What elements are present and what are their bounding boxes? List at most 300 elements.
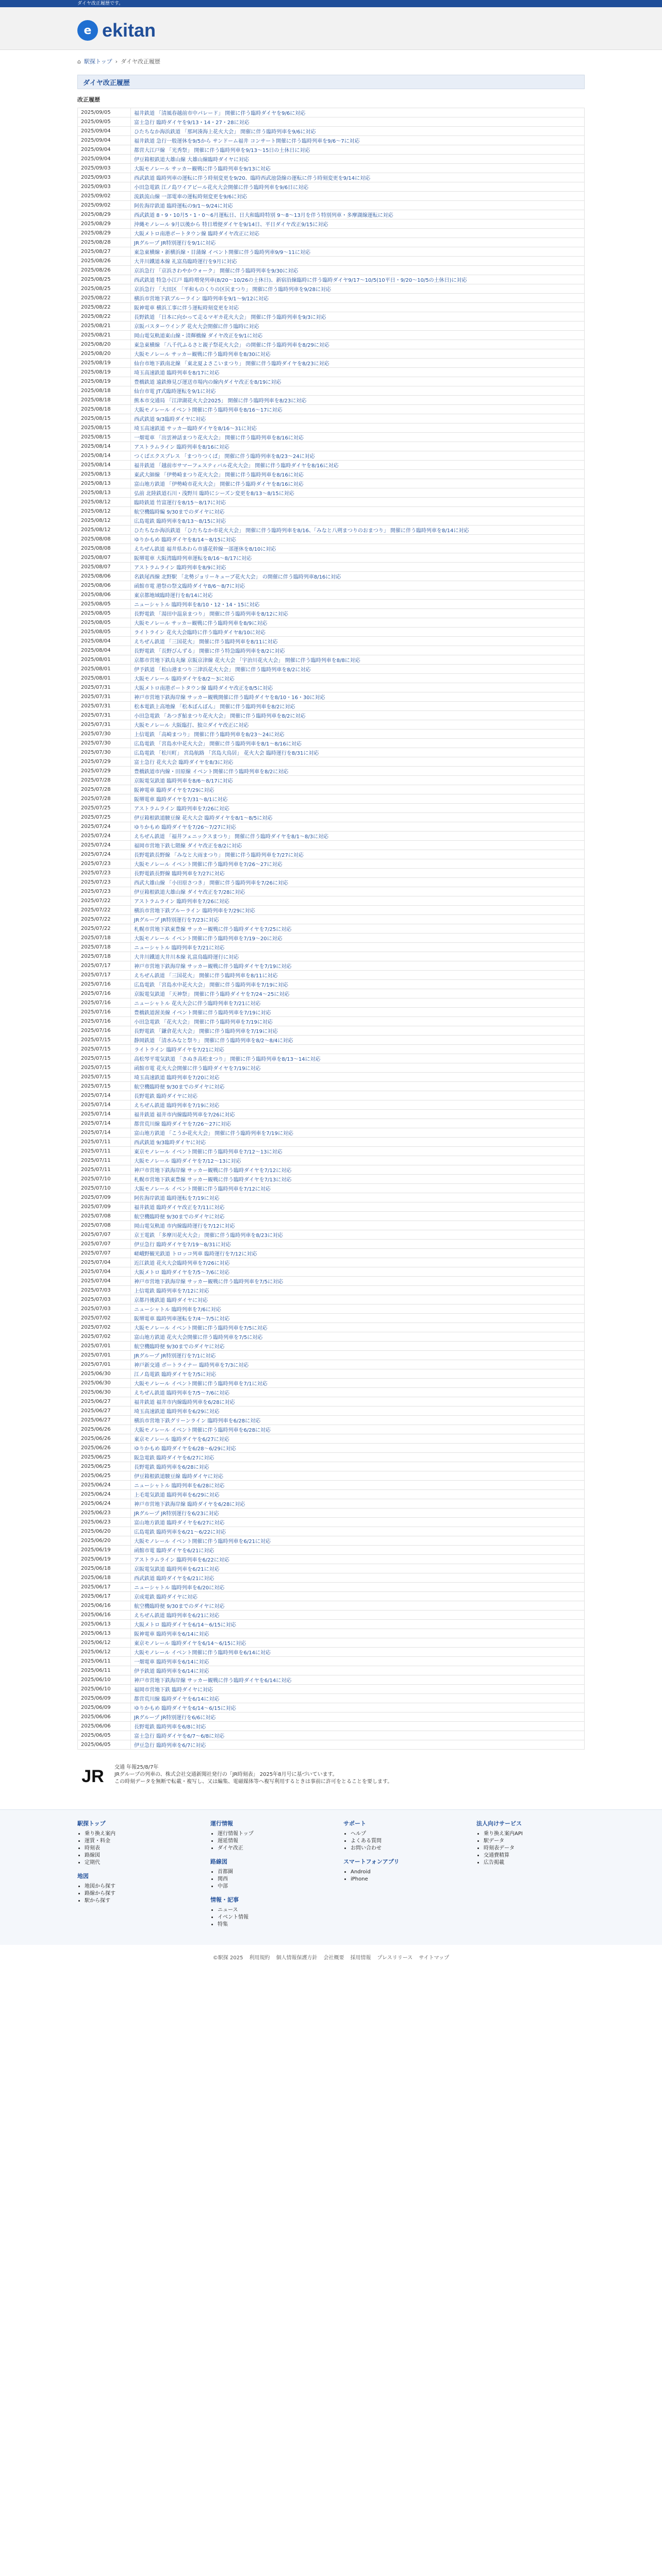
history-link[interactable]: 東武大師線 「伊勢崎まつり花火大会」 開催に伴う臨時列車を8/16に対応 — [134, 472, 304, 478]
footer-column — [77, 1819, 186, 1934]
history-text-cell — [131, 869, 585, 878]
history-text-cell — [131, 145, 585, 155]
history-date: 2025/08/20 — [78, 340, 131, 349]
history-link[interactable]: 上信電鉄 臨時列車を7/12に対応 — [134, 1289, 209, 1294]
bottom-link[interactable]: 利用規約 — [249, 1955, 270, 1961]
footer-link[interactable]: • ニュース — [218, 1907, 319, 1914]
history-link[interactable]: JRグループ JR特別運行を7/1に対応 — [134, 1353, 216, 1359]
history-link[interactable]: 大阪モノレール 臨時ダイヤを7/12～13に対応 — [134, 1159, 241, 1164]
history-link[interactable]: 阿佐海岸鉄道 臨時運転の9/1～9/24に対応 — [134, 204, 233, 209]
history-link[interactable]: えちぜん鉄道 「福井フェニックスまつり」 開催に伴う臨時ダイヤを8/1～8/3に対応 — [134, 834, 329, 840]
history-link[interactable]: 大井川鐵道本線 礼富鳥臨時運行を9月に対応 — [134, 259, 237, 265]
history-row — [78, 461, 585, 470]
history-link[interactable]: 大阪モノレール イベント開催に伴う臨時列車を6/21に対応 — [134, 1539, 271, 1545]
history-link[interactable]: えちぜん鉄道 臨時列車を7/19に対応 — [134, 1103, 220, 1109]
history-link[interactable]: 横浜市営地下鉄ブルーライン 臨時列車を7/29に対応 — [134, 908, 255, 914]
history-link[interactable]: JRグループ JR特別運行を9/1に対応 — [134, 241, 216, 246]
bottom-link[interactable]: プレスリリース — [377, 1955, 413, 1961]
footer-link-list — [210, 1907, 319, 1928]
history-link[interactable]: 神戸市営地下鉄海岸線 臨時ダイヤを6/28に対応 — [134, 1502, 245, 1507]
history-row — [78, 155, 585, 164]
history-text-cell — [131, 794, 585, 804]
history-date: 2025/07/14 — [78, 1110, 131, 1119]
history-date: 2025/08/14 — [78, 461, 131, 470]
history-link[interactable]: 小田急電鉄 「花火大会」 開催に伴う臨時列車を7/19に対応 — [134, 1020, 273, 1025]
history-link[interactable]: 長野電鉄 臨時列車を6/28に対応 — [134, 1465, 209, 1470]
history-link[interactable]: 伊予鉄道 臨時列車を6/14に対応 — [134, 1669, 209, 1674]
history-link[interactable]: ニューシャトル 花火大会に伴う臨時列車を7/21に対応 — [134, 1001, 261, 1007]
history-text-cell — [131, 182, 585, 192]
history-text-cell — [131, 1147, 585, 1156]
history-row — [78, 1267, 585, 1277]
history-link[interactable]: 西武鉄道 9/3臨時ダイヤに対応 — [134, 417, 206, 422]
footer-link[interactable]: • 路線図 — [85, 1852, 186, 1859]
history-link[interactable]: 長野電鉄長野線 臨時列車を7/27に対応 — [134, 871, 225, 877]
history-link[interactable]: 岡山電気軌道 市内線臨時運行を7/12に対応 — [134, 1224, 235, 1229]
history-link[interactable]: 福岡市営地下鉄七隈線 ダイヤ改正を8/2に対応 — [134, 843, 242, 849]
history-link[interactable]: 大阪モノレール イベント開催に伴う臨時列車を7/19～20に対応 — [134, 936, 283, 942]
history-link[interactable]: 富山地方鉄道 臨時ダイヤを6/27に対応 — [134, 1520, 225, 1526]
history-link[interactable]: 大阪モノレール イベント開催に伴う臨時列車を6/14に対応 — [134, 1650, 271, 1656]
bottom-link[interactable]: サイトマップ — [419, 1955, 450, 1961]
history-link[interactable]: 東急東横線・新横浜線・目蒲線 イベント開催に伴う臨時列車9/9～11に対応 — [134, 250, 310, 256]
history-link[interactable]: JRグループ JR特別運行を6/23に対応 — [134, 1511, 219, 1517]
history-link[interactable]: えちぜん鉄道 「三国花火」 開催に伴う臨時列車を8/11に対応 — [134, 639, 278, 645]
history-row — [78, 785, 585, 794]
history-text-cell — [131, 952, 585, 961]
history-row — [78, 1416, 585, 1425]
history-link[interactable]: 西武大雄山線 「小田原さつき」 開催に伴う臨時列車を7/26に対応 — [134, 880, 288, 886]
history-link[interactable]: 埼玉高速鉄道 サッカー臨時ダイヤを8/16～31に対応 — [134, 426, 257, 432]
history-row — [78, 1471, 585, 1481]
footer-link[interactable]: • 交通費精算 — [484, 1852, 585, 1859]
history-link[interactable]: 京浜急行 「大田区 「平和ものくりの区民まつり」 開催に伴う臨時列車を9/28に対応 — [134, 287, 331, 293]
history-link[interactable]: 京浜急行 「京浜さわやかウォーク」 開催に伴う臨時列車を9/30に対応 — [134, 268, 299, 274]
history-link[interactable]: 富士急行 臨時ダイヤを6/7～6/8に対応 — [134, 1734, 225, 1739]
history-date: 2025/08/07 — [78, 553, 131, 563]
history-link[interactable]: 京王電鉄 「多摩川花火大会」 開催に伴う臨時列車を8/23に対応 — [134, 1233, 283, 1239]
history-text-cell — [131, 1620, 585, 1629]
history-link[interactable]: 大阪メトロ 臨時ダイヤを6/14～6/15に対応 — [134, 1622, 236, 1628]
site-logo[interactable] — [77, 20, 156, 41]
history-link[interactable]: 松本電鉄上高地線 「松本ぼんぼん」 開催に伴う臨時列車を8/2に対応 — [134, 704, 295, 710]
history-link[interactable]: 埼玉高速鉄道 臨時列車を7/20に対応 — [134, 1075, 220, 1081]
history-link[interactable]: 富士急行 臨時ダイヤを9/13・14・27・28に対応 — [134, 120, 250, 126]
history-text-cell — [131, 776, 585, 785]
history-link[interactable]: 富士急行 花火大会 臨時ダイヤを8/3に対応 — [134, 760, 234, 766]
footer-link[interactable]: • ヘルプ — [351, 1831, 452, 1838]
history-link[interactable]: 大阪モノレール サッカー観戦に伴う臨時列車を8/9に対応 — [134, 621, 268, 626]
history-text-cell — [131, 711, 585, 720]
history-date: 2025/08/05 — [78, 609, 131, 618]
history-link[interactable]: 長野電鉄長野線 「みなと大雨まつり」 開催に伴う臨時列車を7/27に対応 — [134, 853, 304, 858]
footer-link[interactable]: • 駅データ — [484, 1838, 585, 1845]
bottom-link[interactable]: 会社概要 — [323, 1955, 344, 1961]
history-row — [78, 1379, 585, 1388]
history-row — [78, 535, 585, 544]
history-link[interactable]: ニューシャトル 臨時列車を6/28に対応 — [134, 1483, 225, 1489]
history-link[interactable]: 上信電鉄 「高崎まつり」 開催に伴う臨時列車を8/23～24に対応 — [134, 732, 285, 738]
history-link[interactable]: 函館市電 港祭の祭文臨時ダイヤ8/6～8/7に対応 — [134, 584, 245, 589]
footer-link-list — [343, 1831, 452, 1852]
history-link[interactable]: 大阪モノレール サッカー観戦に伴う臨時列車を9/13に対応 — [134, 166, 271, 172]
history-link[interactable]: 神戸市営地下鉄海岸線 サッカー観戦に伴う臨時ダイヤを6/14に対応 — [134, 1678, 292, 1684]
history-link[interactable]: 都営大江戸線 「光秀祭」 開催に伴う臨時列車を9/13～15日の土休日に対応 — [134, 148, 310, 154]
history-text-cell — [131, 1175, 585, 1184]
history-link[interactable]: 伊豆箱根鉄道大雄山線 大雄山線臨時ダイヤに対応 — [134, 157, 249, 163]
history-date: 2025/08/06 — [78, 572, 131, 581]
history-link[interactable]: 長野電鉄 「湯田中温泉まつり」 開催に伴う臨時列車を8/12に対応 — [134, 612, 288, 617]
history-link[interactable]: えちぜん鉄道 臨時列車を6/21に対応 — [134, 1613, 220, 1619]
history-link[interactable]: 富山地方鉄道 花火大会開催に伴う臨時列車を7/5に対応 — [134, 1335, 263, 1341]
history-text-cell — [131, 535, 585, 544]
history-text-cell — [131, 479, 585, 488]
history-link[interactable]: JRグループ JR特別運行を6/6に対応 — [134, 1715, 216, 1721]
footer-link[interactable]: • 時刻表データ — [484, 1845, 585, 1852]
history-link[interactable]: 福井鉄道 急行一般運休を9/5から サンドーム福井 コンサート開催に伴う臨時列車を9/6～7に対応 — [134, 139, 360, 144]
history-date: 2025/08/05 — [78, 618, 131, 628]
history-link[interactable]: 熊本市交通局 「江津湖花火大会2025」 開催に伴う臨時列車を8/23に対応 — [134, 398, 307, 404]
history-link[interactable]: 一畑電車 「出雲神話まつり花火大会」 開催に伴う臨時列車を8/16に対応 — [134, 435, 304, 441]
history-date: 2025/07/04 — [78, 1258, 131, 1267]
history-link[interactable]: ゆりかもめ 臨時ダイヤを7/26～7/27に対応 — [134, 825, 236, 831]
history-link[interactable]: アストラムライン 臨時列車を6/22に対応 — [134, 1557, 229, 1563]
history-link[interactable]: 福井鉄道 臨時ダイヤ改正を7/11に対応 — [134, 1205, 225, 1211]
footer-link[interactable]: • 運賃・料金 — [85, 1838, 186, 1845]
history-link[interactable]: 大阪モノレール 臨時ダイヤを8/2～3に対応 — [134, 676, 235, 682]
history-link[interactable]: 阪堺電車 臨時列車運転を7/4～7/5に対応 — [134, 1316, 230, 1322]
history-link[interactable]: ゆりかもめ 臨時ダイヤを6/28～6/29に対応 — [134, 1446, 236, 1452]
history-link[interactable]: 函館市電 花火大会開催に伴う臨時ダイヤを7/19に対応 — [134, 1066, 261, 1072]
history-link[interactable]: 神戸市営地下鉄海岸線 サッカー観戦に伴う臨時ダイヤを7/19に対応 — [134, 964, 292, 970]
history-row — [78, 683, 585, 692]
history-date: 2025/06/06 — [78, 1713, 131, 1722]
history-date: 2025/08/22 — [78, 312, 131, 321]
footer-link[interactable]: • 定期代 — [85, 1859, 186, 1867]
history-link[interactable]: 大阪モノレール イベント開催に伴う臨時列車を8/16～17に対応 — [134, 408, 283, 413]
footer-link[interactable]: • iPhone — [351, 1876, 452, 1883]
history-link[interactable]: 小田急電鉄 「あつぎ鮎まつり花火大会」 開催に伴う臨時列車を8/2に対応 — [134, 714, 306, 719]
history-link[interactable]: 京阪電気鉄道 臨時列車を6/21に対応 — [134, 1567, 220, 1572]
history-link[interactable]: 阿佐海岸鉄道 臨時運転を7/19に対応 — [134, 1196, 220, 1201]
history-link[interactable]: ニューシャトル 臨時列車を6/20に対応 — [134, 1585, 225, 1591]
bottom-link: ©駅探 2025 — [212, 1955, 243, 1961]
history-date: 2025/08/06 — [78, 581, 131, 590]
history-link[interactable]: 高松琴平電気鉄道 「さぬき高松まつり」 開催に伴う臨時列車を8/13～14に対応 — [134, 1057, 321, 1062]
history-row — [78, 702, 585, 711]
history-link[interactable]: 横浜市営地下鉄ブルーライン 臨時列車を9/1～9/12に対応 — [134, 296, 269, 302]
history-link[interactable]: 広島電鉄 「宮島水中花火大会」 開催に伴う臨時列車を8/1～8/16に対応 — [134, 741, 302, 747]
history-link[interactable]: 広島電鉄 「宮島水中花火大会」 開催に伴う臨時列車を7/19に対応 — [134, 982, 288, 988]
history-link[interactable]: 福井鉄道 「清風春越前市中パレード」 開催に伴う臨時ダイヤを9/6に対応 — [134, 111, 306, 116]
footer-link[interactable]: • 乗り換え案内API — [484, 1831, 585, 1838]
history-link[interactable]: 東京モノレール 臨時ダイヤを6/14～6/15に対応 — [134, 1641, 246, 1647]
history-link[interactable]: 福井鉄道 福井市内線臨時列車を6/28に対応 — [134, 1400, 235, 1405]
history-link[interactable]: 広島電鉄 「松川町」 宮島航路 「宮島大鳥居」 花火大会 臨時運行を8/31に対応 — [134, 751, 319, 756]
history-link[interactable]: 札幌市営地下鉄東豊線 サッカー観戦に伴う臨時ダイヤを7/25に対応 — [134, 927, 292, 933]
history-link[interactable]: 仙台市電 JT式臨時運転を9/1に対応 — [134, 389, 216, 395]
history-link[interactable]: ゆりかもめ 臨時ダイヤを6/14～6/15に対応 — [134, 1706, 236, 1711]
history-text-cell — [131, 117, 585, 127]
history-text-cell — [131, 1509, 585, 1518]
history-link[interactable]: 大阪メトロ 臨時ダイヤを7/5～7/6に対応 — [134, 1270, 230, 1276]
history-date: 2025/07/16 — [78, 1026, 131, 1036]
history-date: 2025/06/20 — [78, 1527, 131, 1536]
footer-link[interactable]: • 首都圏 — [218, 1869, 319, 1876]
history-row — [78, 192, 585, 201]
history-date: 2025/06/23 — [78, 1518, 131, 1527]
history-link[interactable]: 神戸市営地下鉄海岸線 サッカー観戦に伴う臨時列車を7/5に対応 — [134, 1279, 284, 1285]
footer-link[interactable]: • 遅延情報 — [218, 1838, 319, 1845]
history-text-cell — [131, 1666, 585, 1675]
history-link[interactable]: えちぜん鉄道 臨時列車を7/5～7/6に対応 — [134, 1391, 230, 1396]
history-text-cell — [131, 618, 585, 628]
history-link[interactable]: 阪神電車 横浜工事に伴う運転時刻変更を対応 — [134, 306, 239, 311]
history-link[interactable]: 京成電鉄 臨時ダイヤに対応 — [134, 1595, 197, 1600]
history-link[interactable]: 神戸新交通 ポートライナー 臨時列車を7/3に対応 — [134, 1363, 249, 1368]
history-text-cell — [131, 841, 585, 850]
history-link[interactable]: 大阪モノレール イベント開催に伴う臨時列車を7/5に対応 — [134, 1326, 268, 1331]
history-link[interactable]: 航空機臨時便 9/30までのダイヤに対応 — [134, 1084, 225, 1090]
history-text-cell — [131, 1740, 585, 1750]
footer-link[interactable]: • 路線から探す — [85, 1890, 186, 1897]
history-link[interactable]: 小田急電鉄 江ノ島ワイアビール花火大会開催に伴う臨時列車を9/6日に対応 — [134, 185, 309, 191]
history-link[interactable]: アストラムライン 臨時列車を8/16に対応 — [134, 445, 229, 450]
history-link[interactable]: 沖縄モノレール 9月以後から 特日増便ダイヤを9/14日、平日ダイヤ改正9/15に対応 — [134, 222, 328, 228]
history-date: 2025/08/29 — [78, 229, 131, 238]
history-link[interactable]: 一畑電車 臨時列車を6/14に対応 — [134, 1659, 209, 1665]
history-link[interactable]: 神戸市営地下鉄海岸線 サッカー観戦開催に伴う臨時ダイヤを8/10・16・30に対応 — [134, 695, 325, 701]
history-link[interactable]: アストラムライン 臨時列車を8/9に対応 — [134, 565, 226, 571]
history-link[interactable]: 西武鉄道 臨時ダイヤを6/21に対応 — [134, 1576, 214, 1582]
history-link[interactable]: 京阪電気鉄道 臨時列車を8/6～8/17に対応 — [134, 778, 233, 784]
history-link[interactable]: 西武鉄道 8・9・10月5・1・0～6月運転日、日大和臨時特別 9～8～13月を伴う特別列車・多摩湖線運転に対応 — [134, 213, 393, 218]
history-link[interactable]: 伊豆急行 臨時列車を6/7に対応 — [134, 1743, 206, 1749]
history-row — [78, 1583, 585, 1592]
history-link[interactable]: 仙台市地下鉄南北線 「東北夏よさこいまつり」 開催に伴う臨時ダイヤを8/23に対応 — [134, 361, 329, 367]
history-text-cell — [131, 1434, 585, 1444]
history-row — [78, 720, 585, 730]
history-link[interactable]: 静岡鉄道 「清水みなと祭り」 開催に伴う臨時列車を8/2～8/4に対応 — [134, 1038, 293, 1044]
history-date: 2025/08/12 — [78, 526, 131, 535]
history-date: 2025/07/22 — [78, 924, 131, 934]
history-link[interactable]: 長野電鉄 「長野びんずる」 開催に伴う特急臨時列車を8/2に対応 — [134, 649, 285, 654]
history-row — [78, 1212, 585, 1221]
footer-link[interactable]: • ダイヤ改正 — [218, 1845, 319, 1852]
history-link[interactable]: 阪神電車 臨時列車を6/14に対応 — [134, 1632, 209, 1637]
footer-link[interactable]: • Android — [351, 1869, 452, 1876]
history-link[interactable]: 伊豆箱根鉄道大雄山線 ダイヤ改正を7/28に対応 — [134, 890, 245, 895]
history-link[interactable]: 豊橋鉄道渥美線 イベント開催に伴う臨時列車を7/19に対応 — [134, 1010, 271, 1016]
history-link[interactable]: 長野電鉄 臨時列車を6/8に対応 — [134, 1724, 206, 1730]
history-link[interactable]: えちぜん鉄道 福井県あわら市盛花幹線一部運休を8/10に対応 — [134, 547, 276, 552]
history-link[interactable]: 航空機臨時便 9/30までのダイヤに対応 — [134, 1604, 225, 1609]
history-link[interactable]: 京阪電気鉄道 「天神祭」 開催に伴う臨時ダイヤを7/24～25に対応 — [134, 992, 290, 997]
footer-link[interactable]: • お問い合わせ — [351, 1845, 452, 1852]
history-link[interactable]: ゆりかもめ 臨時ダイヤを8/14～8/15に対応 — [134, 537, 236, 543]
history-link[interactable]: 埼玉高速鉄道 臨時列車を6/29に対応 — [134, 1409, 220, 1415]
history-link[interactable]: 京阪バスターウイング 花火大会開催に伴う臨時に対応 — [134, 324, 259, 330]
history-link[interactable]: 流鉄流山線 一部電車の運転時刻変更を9/6に対応 — [134, 194, 247, 200]
history-link[interactable]: ライトライン 花火大会臨時に伴う臨時ダイヤ8/10に対応 — [134, 630, 266, 636]
history-date: 2025/07/22 — [78, 896, 131, 906]
history-link[interactable]: 都営荒川線 臨時ダイヤを6/14に対応 — [134, 1697, 220, 1702]
footer-link[interactable]: • 広告掲載 — [484, 1859, 585, 1867]
history-link[interactable]: 大阪モノレール イベント開催に伴う臨時列車を7/26～27に対応 — [134, 862, 283, 868]
history-link[interactable]: 東急東横線 「八千代ふるさと親子祭花火大会」 の開催に伴う臨時列車を8/29に対応 — [134, 343, 329, 348]
history-row — [78, 1221, 585, 1230]
history-link[interactable]: 神戸市営地下鉄海岸線 サッカー観戦に伴う臨時ダイヤを7/12に対応 — [134, 1168, 292, 1174]
history-link[interactable]: 臨時鉄道 竹富運行を8/15～8/17に対応 — [134, 500, 226, 506]
history-link[interactable]: アストラムライン 臨時列車を7/26に対応 — [134, 899, 229, 905]
history-date: 2025/06/17 — [78, 1592, 131, 1601]
history-link[interactable]: 京都市営地下鉄烏丸線 京阪京津線 花火大会 「宇治川花火大会」 開催に伴う臨時列車を8/8に対応 — [134, 658, 360, 664]
history-link[interactable]: 広島電鉄 臨時列車を6/21～6/22に対応 — [134, 1530, 226, 1535]
history-link[interactable]: 京都丹後鉄道 臨時ダイヤに対応 — [134, 1298, 208, 1303]
history-link[interactable]: 岡山電気軌道東山線・清輝橋線 ダイヤ改正を9/1に対応 — [134, 333, 263, 339]
history-link[interactable]: 大阪モノレール イベント開催に伴う臨時列車を6/28に対応 — [134, 1428, 271, 1433]
history-link[interactable]: 航空機臨時編 9/30までのダイヤに対応 — [134, 510, 225, 515]
history-date: 2025/08/14 — [78, 442, 131, 451]
history-text-cell — [131, 1564, 585, 1573]
history-link[interactable]: ひたちなか海浜鉄道 「ひたちなか市花火大会」 開催に伴う臨時列車を8/16、「みなと八朔まつりのおまつり」 開催に伴う臨時列車を8/14に対応 — [134, 528, 469, 534]
history-link[interactable]: 大阪モノレール サッカー観戦に伴う臨時列車を8/30に対応 — [134, 352, 271, 358]
history-link[interactable]: 福岡市営地下鉄 臨時ダイヤに対応 — [134, 1687, 213, 1693]
history-link[interactable]: 航空機臨時便 9/30までのダイヤに対応 — [134, 1344, 225, 1350]
history-date: 2025/07/23 — [78, 869, 131, 878]
history-row — [78, 1138, 585, 1147]
breadcrumb-home-link[interactable]: 駅探トップ — [84, 58, 112, 65]
history-text-cell — [131, 470, 585, 479]
history-link[interactable]: 富山地方鉄道 「伊勢崎市花火大会」 開催に伴う臨時ダイヤを8/16に対応 — [134, 482, 304, 487]
history-link[interactable]: 大阪モノレール イベント開催に伴う臨時列車を7/1に対応 — [134, 1381, 268, 1387]
history-row — [78, 1694, 585, 1703]
history-link[interactable]: 航空機臨時便 9/30までのダイヤに対応 — [134, 1214, 225, 1220]
history-link[interactable]: ニューシャトル 臨時列車を8/10・12・14・15に対応 — [134, 602, 260, 608]
history-row — [78, 1611, 585, 1620]
history-link[interactable]: 近江鉄道 花火大会臨時列車を7/26に対応 — [134, 1261, 230, 1266]
footer-link[interactable]: • 乗り換え案内 — [85, 1831, 186, 1838]
history-link[interactable]: 江ノ島電鉄 臨時ダイヤを7/5に対応 — [134, 1372, 217, 1378]
history-link[interactable]: 阪堺電車 臨時ダイヤを7/31～8/1に対応 — [134, 797, 228, 803]
history-link[interactable]: 長野鉄道 「日本に向かって走るマギカ花火大会」 開催に伴う臨時列車を9/3に対応 — [134, 315, 326, 320]
history-date: 2025/07/08 — [78, 1212, 131, 1221]
history-link[interactable]: 豊橋鉄道 遠鉄修見び運送市場内の線内ダイヤ改正を8/19に対応 — [134, 380, 282, 385]
footer-link[interactable]: • イベント情報 — [218, 1914, 319, 1921]
history-link[interactable]: ニューシャトル 臨時列車を7/21に対応 — [134, 945, 225, 951]
history-link[interactable]: 東京モノレール イベント開催に伴う臨時列車を7/12～13に対応 — [134, 1149, 283, 1155]
history-date: 2025/06/12 — [78, 1648, 131, 1657]
history-link[interactable]: つくばエクスプレス 「まつりつくば」 開催に伴う臨時列車を8/23～24に対応 — [134, 454, 315, 460]
history-link[interactable]: 東京都地域臨時運行を8/14に対応 — [134, 593, 213, 599]
history-link[interactable]: 長野電鉄 臨時ダイヤに対応 — [134, 1094, 197, 1099]
footer-link[interactable]: • よくある質問 — [351, 1838, 452, 1845]
history-row — [78, 563, 585, 572]
footer-link[interactable]: • 特集 — [218, 1921, 319, 1928]
history-link[interactable]: えちぜん鉄道 「三国花火」 開催に伴う臨時列車を8/11に対応 — [134, 973, 278, 979]
bottom-link[interactable]: 個人情報保護方針 — [276, 1955, 318, 1961]
history-text-cell — [131, 1240, 585, 1249]
site-header — [0, 7, 662, 50]
history-link[interactable]: 大井川鐵道大井川本線 礼富鳥臨時運行に対応 — [134, 955, 239, 960]
history-link[interactable]: 大阪モノレール 大阪臨打、独立ダイヤ改正に対応 — [134, 723, 249, 728]
history-link[interactable]: ニューシャトル 臨時列車を7/6に対応 — [134, 1307, 221, 1313]
history-row — [78, 544, 585, 553]
history-date: 2025/07/11 — [78, 1138, 131, 1147]
history-link[interactable]: 埼玉高速鉄道 臨時列車を8/17に対応 — [134, 370, 220, 376]
history-link[interactable]: 伊豆箱根鉄道駿豆線 臨時ダイヤに対応 — [134, 1474, 223, 1480]
history-link[interactable]: 福井鉄道 「越前市サマーフェスティバル花火大会」 開催に伴う臨時ダイヤを8/16に対応 — [134, 463, 339, 469]
history-link[interactable]: 西武鉄道 9/3臨時ダイヤに対応 — [134, 1140, 206, 1146]
footer-link[interactable]: • 地図から探す — [85, 1883, 186, 1890]
history-link[interactable]: ライトライン 臨時ダイヤを7/21に対応 — [134, 1047, 224, 1053]
history-link[interactable]: 長野電鉄 「鎌倉花火大会」 開催に伴う臨時列車を7/19に対応 — [134, 1029, 278, 1035]
history-link[interactable]: ひたちなか海浜鉄道 「那珂湊海上花火大会」 開催に伴う臨時列車を9/6に対応 — [134, 129, 316, 135]
history-link[interactable]: 広島電鉄 臨時列車を8/13～8/15に対応 — [134, 519, 226, 524]
history-link[interactable]: 上毛電気鉄道 臨時列車を6/29に対応 — [134, 1493, 220, 1498]
history-link[interactable]: 東京モノレール 臨時ダイヤを6/27に対応 — [134, 1437, 229, 1443]
history-link[interactable]: 弘前 北陸鉄道石川・浅野川 臨時にシーズン変更を8/13～8/15に対応 — [134, 491, 294, 497]
footer-link[interactable]: • 関西 — [218, 1876, 319, 1883]
history-link[interactable]: 富山地方鉄道 「こうか花火大会」 開催に伴う臨時列車を7/19に対応 — [134, 1131, 293, 1137]
history-date: 2025/08/26 — [78, 257, 131, 266]
history-link[interactable]: 西武鉄道 臨時列車の運転に伴う時刻変更を9/20、臨時西武池袋線の運転に伴う時刻変更を9/14に対応 — [134, 176, 371, 181]
history-link[interactable]: 嵯峨野観光鉄道 トロッコ列車 臨時運行を7/12に対応 — [134, 1251, 257, 1257]
history-text-cell — [131, 526, 585, 535]
history-link[interactable]: 大阪メトロ南港ポートタウン線 臨時ダイヤ改正を8/5に対応 — [134, 686, 273, 691]
footer-link[interactable]: • 中部 — [218, 1883, 319, 1890]
history-link[interactable]: JRグループ JR特別運行を7/23に対応 — [134, 918, 219, 923]
footer-link[interactable]: • 時刻表 — [85, 1845, 186, 1852]
history-row — [78, 924, 585, 934]
history-link[interactable]: 伊予鉄道 「松山港まつり三津浜花火大会」 開催に伴う臨時列車を8/2に対応 — [134, 667, 311, 673]
history-link[interactable]: 札幌市営地下鉄東豊線 サッカー観戦に伴う臨時ダイヤを7/13に対応 — [134, 1177, 292, 1183]
history-link[interactable]: 大阪モノレール イベント開催に伴う臨時列車を7/12に対応 — [134, 1187, 271, 1192]
history-link[interactable]: 都営荒川線 臨時ダイヤを7/26～27に対応 — [134, 1122, 231, 1127]
history-row — [78, 1323, 585, 1332]
history-link[interactable]: 豊橋鉄道市内線・田原線 イベント開催に伴う臨時列車を8/2に対応 — [134, 769, 289, 775]
history-link[interactable]: 大阪メトロ南港ポートタウン線 臨時ダイヤ改正に対応 — [134, 231, 259, 237]
history-link[interactable]: 伊豆箱根鉄道駿豆線 花火大会 臨時ダイヤを8/1～8/5に対応 — [134, 816, 273, 821]
history-row — [78, 1082, 585, 1091]
history-link[interactable]: 西武鉄道 特急小江戸 臨時増発列車(8/20～10/26の土休日)、新宿沿線臨時に伴う臨時ダイヤ9/17～10/5(10平日・9/20～10/5の土休日)に対応 — [134, 278, 467, 283]
history-link[interactable]: アストラムライン 臨時列車を7/26に対応 — [134, 806, 229, 812]
history-date: 2025/07/23 — [78, 878, 131, 887]
bottom-link[interactable]: 採用情報 — [350, 1955, 371, 1961]
history-link[interactable]: 福井鉄道 福井市内線臨時列車を7/26に対応 — [134, 1112, 235, 1118]
history-date: 2025/07/03 — [78, 1286, 131, 1295]
history-date: 2025/06/10 — [78, 1685, 131, 1694]
history-text-cell — [131, 516, 585, 526]
history-link[interactable]: 阪急電鉄 臨時ダイヤを6/27に対応 — [134, 1455, 214, 1461]
history-row — [78, 692, 585, 702]
history-link[interactable]: 名鉄尾西線 北野駅 「北勢ジョリーキューブ花火大会」 の開催に伴う臨時列車8/16に対応 — [134, 574, 341, 580]
footer-link[interactable]: • 運行情報トップ — [218, 1831, 319, 1838]
history-link[interactable]: 函館市電 臨時ダイヤを6/21に対応 — [134, 1548, 214, 1554]
history-text-cell — [131, 1583, 585, 1592]
footer-link[interactable]: • 駅から探す — [85, 1897, 186, 1905]
history-row — [78, 1536, 585, 1546]
history-text-cell — [131, 1304, 585, 1314]
history-text-cell — [131, 275, 585, 284]
history-date: 2025/08/15 — [78, 433, 131, 442]
history-link[interactable]: 阪神電車 臨時ダイヤを7/29に対応 — [134, 788, 214, 793]
history-text-cell — [131, 804, 585, 813]
history-date: 2025/07/15 — [78, 1054, 131, 1063]
history-link[interactable]: 阪堺電車 大阪湾臨時列車運転を8/16～8/17に対応 — [134, 556, 252, 562]
history-link[interactable]: 横浜市営地下鉄グリーンライン 臨時列車を6/28に対応 — [134, 1418, 261, 1424]
history-link[interactable]: 伊豆急行 臨時ダイヤを7/19～8/31に対応 — [134, 1242, 231, 1248]
